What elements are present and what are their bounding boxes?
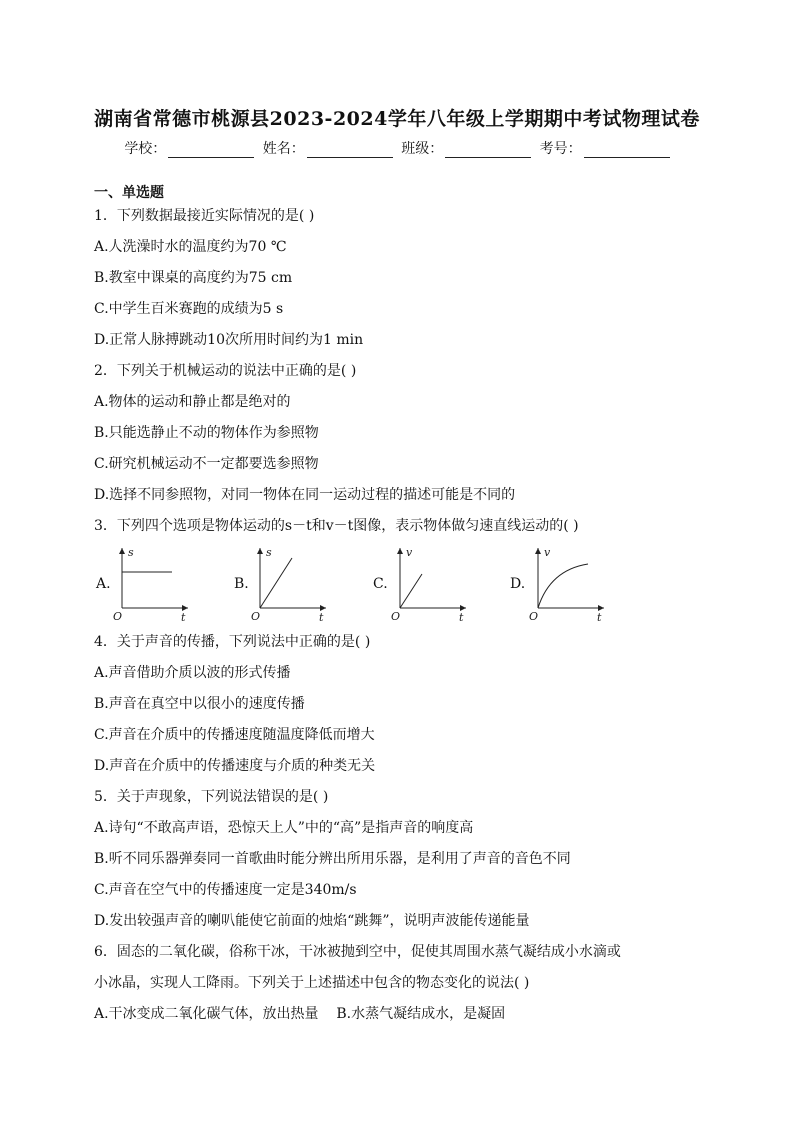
q2-option-b: B.只能选静止不动的物体作为参照物: [94, 425, 319, 441]
graph-d-ylabel: v: [544, 546, 551, 559]
q5-option-a: A.诗句“不敢高声语，恐惊天上人”中的“高”是指声音的响度高: [94, 820, 474, 836]
name-label: 姓名：: [262, 141, 305, 157]
question-5-stem: 5．关于声现象，下列说法错误的是( ): [94, 789, 329, 805]
q1-option-c: C.中学生百米赛跑的成绩为5 s: [94, 301, 284, 317]
graph-d-xlabel: t: [597, 611, 602, 622]
graph-d-label: D.: [510, 576, 526, 592]
q5-option-b: B.听不同乐器弹奏同一首歌曲时能分辨出所用乐器，是利用了声音的音色不同: [94, 851, 571, 867]
q5-option-d: D.发出较强声音的喇叭能使它前面的烛焰“跳舞”，说明声波能传递能量: [94, 913, 530, 929]
graph-b-curve: [260, 558, 292, 608]
graph-d-origin: O: [529, 610, 539, 622]
q4-option-c: C.声音在介质中的传播速度随温度降低而增大: [94, 727, 375, 743]
graph-a-origin: O: [113, 610, 123, 622]
q1-option-a: A.人洗澡时水的温度约为70 ℃: [94, 239, 287, 255]
graph-a-ylabel: s: [128, 546, 134, 559]
q1-option-b: B.教室中课桌的高度约为75 cm: [94, 270, 293, 286]
question-4-stem: 4．关于声音的传播，下列说法中正确的是( ): [94, 634, 371, 650]
page-title: 湖南省常德市桃源县2023-2024学年八年级上学期期中考试物理试卷: [94, 108, 700, 130]
q4-option-d: D.声音在介质中的传播速度与介质的种类无关: [94, 758, 376, 774]
question-6-stem-line2: 小冰晶，实现人工降雨。下列关于上述描述中包含的物态变化的说法( ): [94, 975, 530, 991]
question-6-stem-line1: 6．固态的二氧化碳，俗称干冰，干冰被抛到空中，促使其周围水蒸气凝结成小水滴或: [94, 944, 621, 960]
graph-a-label: A.: [96, 576, 111, 592]
question-2-stem: 2．下列关于机械运动的说法中正确的是( ): [94, 363, 357, 379]
graph-c-origin: O: [391, 610, 401, 622]
graph-a: [110, 544, 190, 622]
graph-b-ylabel: s: [266, 546, 272, 559]
question-3-stem: 3．下列四个选项是物体运动的s－t和v－t图像，表示物体做匀速直线运动的( ): [94, 518, 579, 534]
school-blank[interactable]: [168, 143, 254, 158]
q4-option-b: B.声音在真空中以很小的速度传播: [94, 696, 305, 712]
school-label: 学校：: [124, 141, 167, 157]
graph-c-xlabel: t: [459, 611, 464, 622]
q4-option-a: A.声音借助介质以波的形式传播: [94, 665, 291, 681]
graph-b-origin: O: [251, 610, 261, 622]
graph-d-curve: [538, 564, 588, 608]
number-blank[interactable]: [584, 143, 670, 158]
q2-option-a: A.物体的运动和静止都是绝对的: [94, 394, 291, 410]
class-blank[interactable]: [445, 143, 531, 158]
graph-b-xlabel: t: [319, 611, 324, 622]
graph-c-ylabel: v: [406, 546, 413, 559]
graph-c-curve: [400, 574, 422, 608]
q2-option-c: C.研究机械运动不一定都要选参照物: [94, 456, 319, 472]
graph-d: [526, 544, 606, 622]
graph-c-label: C.: [373, 576, 388, 592]
q1-option-d: D.正常人脉搏跳动10次所用时间约为1 min: [94, 332, 364, 348]
name-blank[interactable]: [307, 143, 393, 158]
q6-options-a-b: A.干冰变成二氧化碳气体，放出热量 B.水蒸气凝结成水，是凝固: [94, 1006, 506, 1022]
graph-b-label: B.: [234, 576, 249, 592]
number-label: 考号：: [539, 141, 582, 157]
class-label: 班级：: [401, 141, 444, 157]
section-heading: 一、单选题: [94, 185, 164, 201]
student-info-row: [0, 138, 794, 158]
q2-option-d: D.选择不同参照物，对同一物体在同一运动过程的描述可能是不同的: [94, 487, 516, 503]
graph-c: [388, 544, 468, 622]
graph-b: [248, 544, 328, 622]
q5-option-c: C.声音在空气中的传播速度一定是340m/s: [94, 882, 357, 898]
question-1-stem: 1．下列数据最接近实际情况的是( ): [94, 208, 315, 224]
graph-a-xlabel: t: [181, 611, 186, 622]
